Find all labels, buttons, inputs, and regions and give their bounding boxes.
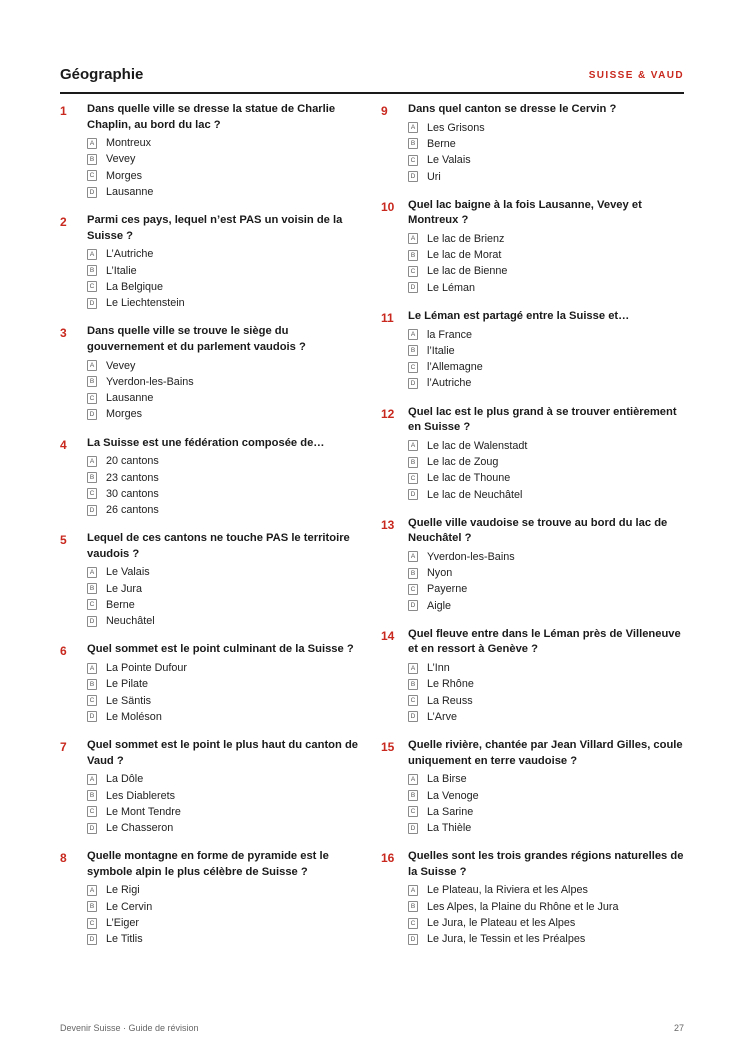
answer-option[interactable] [408,470,686,486]
option-letter-box: A [87,456,97,467]
option-label: La Reuss [427,694,473,707]
option-letter-box: A [87,138,97,149]
option-label: Lausanne [106,392,154,405]
answer-option[interactable] [87,486,360,502]
answer-option[interactable] [408,549,686,565]
option-letter-box: B [408,345,418,356]
option-label: Uri [427,170,441,183]
option-letter-box: C [408,918,418,929]
option-letter-box: B [87,583,97,594]
option-letter-box: B [408,138,418,149]
option-letter-box: B [408,679,418,690]
option-letter-box: D [87,187,97,198]
right-column [381,102,686,961]
option-letter-box: D [87,934,97,945]
option-letter-box: C [87,918,97,929]
page-header [60,64,684,94]
option-letter-box: B [87,154,97,165]
option-label: Le lac de Brienz [427,232,505,245]
answer-option[interactable] [87,771,360,787]
option-label: Berne [106,598,135,611]
option-label: La Venoge [427,789,479,802]
option-label: l’Allemagne [427,361,483,374]
option-label: Neuchâtel [106,615,155,628]
question-13 [381,516,686,614]
option-label: L’Arve [427,710,458,723]
option-label: Le lac de Neuchâtel [427,488,523,501]
option-letter-box: B [408,250,418,261]
option-label: L’Autriche [106,248,154,261]
answer-option[interactable] [408,693,686,709]
answer-option[interactable] [87,246,360,262]
answer-option[interactable] [87,151,360,167]
answer-option[interactable] [87,709,360,725]
question-3 [60,324,360,422]
option-letter-box: D [408,489,418,500]
option-letter-box: C [87,488,97,499]
answer-option[interactable] [87,804,360,820]
question-text: Quel lac baigne à la fois Lausanne, Vevey et Montreux ? [408,198,642,227]
option-letter-box: A [87,774,97,785]
answer-option[interactable] [408,231,686,247]
footer-guide-title: Devenir Suisse · Guide de révision [60,1023,199,1033]
question-5 [60,531,360,629]
answer-option[interactable] [408,787,686,803]
option-letter-box: B [87,679,97,690]
answer-option[interactable] [408,120,686,136]
page-number: 27 [673,1023,684,1033]
question-15 [381,738,686,836]
option-letter-box: B [408,457,418,468]
option-label: Le Valais [427,154,471,167]
answer-option[interactable] [408,168,686,184]
option-label: la France [427,328,473,341]
option-letter-box: C [408,266,418,277]
question-8 [60,849,360,947]
option-letter-box: D [408,600,418,611]
answer-option[interactable] [87,915,360,931]
answer-options [408,660,686,725]
option-letter-box: B [87,265,97,276]
answer-options [87,882,360,947]
option-letter-box: A [87,663,97,674]
answer-options [408,882,686,947]
answer-option[interactable] [87,660,360,676]
option-letter-box: A [408,774,418,785]
option-label: Vevey [106,359,136,372]
option-label: 23 cantons [106,471,159,484]
option-label: Le Léman [427,281,476,294]
question-number: 7 [60,740,67,755]
answer-option[interactable] [408,280,686,296]
answer-options [408,438,686,503]
answer-option[interactable] [408,263,686,279]
answer-option[interactable] [408,343,686,359]
option-label: Le Mont Tendre [106,805,181,818]
answer-option[interactable] [87,676,360,692]
answer-option[interactable] [87,502,360,518]
answer-options [408,326,686,391]
section-tag: SUISSE & VAUD [588,70,684,81]
option-letter-box: B [87,790,97,801]
answer-options [87,771,360,836]
answer-option[interactable] [408,438,686,454]
question-number: 10 [381,199,395,214]
option-label: Le Jura, le Plateau et les Alpes [427,917,576,930]
answer-option[interactable] [408,581,686,597]
answer-option[interactable] [87,390,360,406]
option-letter-box: A [87,885,97,896]
option-letter-box: B [408,790,418,801]
option-letter-box: C [408,473,418,484]
answer-option[interactable] [87,931,360,947]
option-label: Le lac de Thoune [427,472,511,485]
option-label: 30 cantons [106,487,159,500]
option-letter-box: A [87,567,97,578]
left-column [60,102,360,961]
option-letter-box: B [87,901,97,912]
question-text: Quelle ville vaudoise se trouve au bord du lac de Neuchâtel ? [408,516,668,545]
answer-option[interactable] [87,262,360,278]
question-text: Lequel de ces cantons ne touche PAS le territoire vaudois ? [87,532,350,560]
option-label: Yverdon-les-Bains [106,375,194,388]
option-label: Le Plateau, la Riviera et les Alpes [427,884,588,897]
option-letter-box: C [408,584,418,595]
question-10 [381,198,686,296]
answer-option[interactable] [408,486,686,502]
answer-option[interactable] [87,357,360,373]
option-label: La Birse [427,773,467,786]
option-letter-box: C [408,695,418,706]
answer-option[interactable] [408,359,686,375]
option-letter-box: A [408,885,418,896]
question-text: Quel lac est le plus grand à se trouver entièrement en Suisse ? [408,405,677,434]
answer-option[interactable] [408,931,686,947]
option-label: Morges [106,169,143,182]
answer-option[interactable] [87,899,360,915]
question-2 [60,213,360,311]
answer-options [87,246,360,311]
option-label: Yverdon-les-Bains [427,550,515,563]
option-label: Le Rhône [427,678,474,691]
answer-option[interactable] [87,581,360,597]
option-letter-box: D [408,378,418,389]
question-text: Quelles sont les trois grandes régions naturelles de la Suisse ? [408,850,684,878]
answer-option[interactable] [408,771,686,787]
answer-option[interactable] [408,820,686,836]
answer-option[interactable] [87,787,360,803]
option-label: Nyon [427,567,453,580]
question-14 [381,627,686,725]
answer-option[interactable] [408,882,686,898]
answer-option[interactable] [87,279,360,295]
answer-option[interactable] [408,454,686,470]
question-number: 16 [381,851,395,866]
option-label: Le Säntis [106,694,152,707]
answer-options [408,120,686,185]
option-letter-box: C [408,362,418,373]
option-letter-box: A [408,122,418,133]
answer-options [87,357,360,422]
option-letter-box: D [408,711,418,722]
option-label: Le Pilate [106,678,149,691]
option-letter-box: C [87,170,97,181]
option-label: Le Chasseron [106,822,174,835]
answer-options [408,231,686,296]
question-4 [60,436,360,519]
question-11 [381,309,686,392]
option-label: Montreux [106,137,152,150]
answer-option[interactable] [87,469,360,485]
option-label: L’Italie [106,264,137,277]
option-letter-box: B [408,568,418,579]
option-letter-box: B [87,376,97,387]
option-letter-box: D [87,298,97,309]
question-number: 13 [381,517,395,532]
answer-options [408,549,686,614]
option-label: L’Inn [427,662,450,675]
question-number: 14 [381,628,395,643]
answer-option[interactable] [87,295,360,311]
question-text: La Suisse est une fédération composée de… [87,436,325,449]
answer-options [408,771,686,836]
option-letter-box: A [87,360,97,371]
answer-option[interactable] [87,564,360,580]
option-letter-box: A [87,249,97,260]
option-label: Le Jura [106,582,143,595]
answer-option[interactable] [408,660,686,676]
answer-option[interactable] [87,613,360,629]
answer-option[interactable] [87,693,360,709]
question-text: Dans quelle ville se trouve le siège du gouvernement et du parlement vaudois ? [87,325,306,353]
option-label: Le lac de Bienne [427,265,508,278]
option-label: Le Valais [106,566,150,579]
option-letter-box: B [87,472,97,483]
option-letter-box: A [408,440,418,451]
option-letter-box: D [408,171,418,182]
answer-option[interactable] [408,375,686,391]
answer-option[interactable] [408,247,686,263]
answer-option[interactable] [87,135,360,151]
option-label: La Sarine [427,805,474,818]
question-number: 4 [60,437,67,452]
option-letter-box: A [408,233,418,244]
option-letter-box: C [408,155,418,166]
answer-option[interactable] [408,565,686,581]
option-label: La Dôle [106,773,144,786]
question-number: 11 [381,310,394,325]
option-label: Aigle [427,599,452,612]
question-number: 12 [381,406,395,421]
option-letter-box: D [87,409,97,420]
option-letter-box: C [408,806,418,817]
answer-options [87,135,360,200]
answer-option[interactable] [87,374,360,390]
option-letter-box: C [87,806,97,817]
question-9 [381,102,686,185]
option-label: Berne [427,137,456,150]
option-label: La Thièle [427,822,472,835]
option-letter-box: C [87,695,97,706]
question-number: 15 [381,740,395,755]
question-number: 8 [60,851,67,866]
question-number: 5 [60,533,67,548]
option-label: Le lac de Morat [427,249,502,262]
question-number: 3 [60,326,67,341]
option-label: Le Jura, le Tessin et les Préalpes [427,933,586,946]
option-letter-box: C [87,599,97,610]
option-label: Morges [106,408,143,421]
option-label: La Belgique [106,280,164,293]
question-1 [60,102,360,200]
option-label: Le Cervin [106,900,153,913]
option-letter-box: C [87,281,97,292]
question-7 [60,738,360,836]
option-label: Le lac de Walenstadt [427,439,528,452]
answer-option[interactable] [87,882,360,898]
option-letter-box: D [408,934,418,945]
option-letter-box: D [408,823,418,834]
option-letter-box: D [408,282,418,293]
option-label: 26 cantons [106,504,159,517]
answer-option[interactable] [408,899,686,915]
answer-options [87,564,360,629]
question-text: Quel sommet est le point culminant de la Suisse ? [87,643,354,656]
answer-option[interactable] [87,406,360,422]
option-label: L’Eiger [106,917,140,930]
option-letter-box: B [408,901,418,912]
option-label: l’Autriche [427,377,472,390]
option-label: Payerne [427,583,468,596]
answer-options [87,660,360,725]
question-number: 6 [60,644,67,659]
question-text: Quel sommet est le point le plus haut du canton de Vaud ? [87,739,359,767]
section-title: Géographie [60,66,144,83]
option-letter-box: C [87,393,97,404]
question-text: Le Léman est partagé entre la Suisse et… [408,309,630,322]
option-label: Vevey [106,153,136,166]
answer-option[interactable] [87,820,360,836]
option-label: Lausanne [106,186,154,199]
answer-option[interactable] [408,804,686,820]
answer-option[interactable] [87,453,360,469]
question-number: 2 [60,215,67,230]
answer-option[interactable] [408,326,686,342]
answer-option[interactable] [408,676,686,692]
option-label: Les Grisons [427,121,485,134]
question-text: Quel fleuve entre dans le Léman près de Villeneuve et en ressort à Genève ? [408,627,681,656]
answer-option[interactable] [408,709,686,725]
answer-option[interactable] [408,136,686,152]
option-letter-box: D [87,505,97,516]
question-12 [381,405,686,503]
option-label: La Pointe Dufour [106,662,188,675]
option-letter-box: A [408,663,418,674]
answer-option[interactable] [408,598,686,614]
question-text: Quelle montagne en forme de pyramide est le symbole alpin le plus célèbre de Suisse ? [87,850,329,878]
answer-option[interactable] [87,597,360,613]
option-label: Le Liechtenstein [106,297,185,310]
answer-options [87,453,360,518]
answer-option[interactable] [87,184,360,200]
option-label: Le Moléson [106,710,162,723]
option-letter-box: A [408,329,418,340]
question-text: Quelle rivière, chantée par Jean Villard Gilles, coule uniquement en terre vaudoise ? [408,739,683,767]
question-text: Parmi ces pays, lequel n’est PAS un voisin de la Suisse ? [87,214,343,242]
question-16 [381,849,686,947]
question-text: Dans quelle ville se dresse la statue de Charlie Chaplin, au bord du lac ? [87,103,336,131]
question-number: 1 [60,104,67,118]
option-label: Le Titlis [106,933,143,946]
option-letter-box: A [408,551,418,562]
question-6 [60,642,360,725]
option-label: 20 cantons [106,455,159,468]
option-label: Le lac de Zoug [427,456,499,468]
answer-option[interactable] [408,152,686,168]
option-letter-box: D [87,823,97,834]
answer-option[interactable] [408,915,686,931]
answer-option[interactable] [87,168,360,184]
option-letter-box: D [87,711,97,722]
question-number: 9 [381,104,388,118]
option-label: Les Alpes, la Plaine du Rhône et le Jura [427,900,619,913]
option-letter-box: D [87,616,97,627]
question-text: Dans quel canton se dresse le Cervin ? [408,103,617,115]
option-label: l’Italie [427,344,455,357]
option-label: Les Diablerets [106,789,176,802]
option-label: Le Rigi [106,884,140,897]
